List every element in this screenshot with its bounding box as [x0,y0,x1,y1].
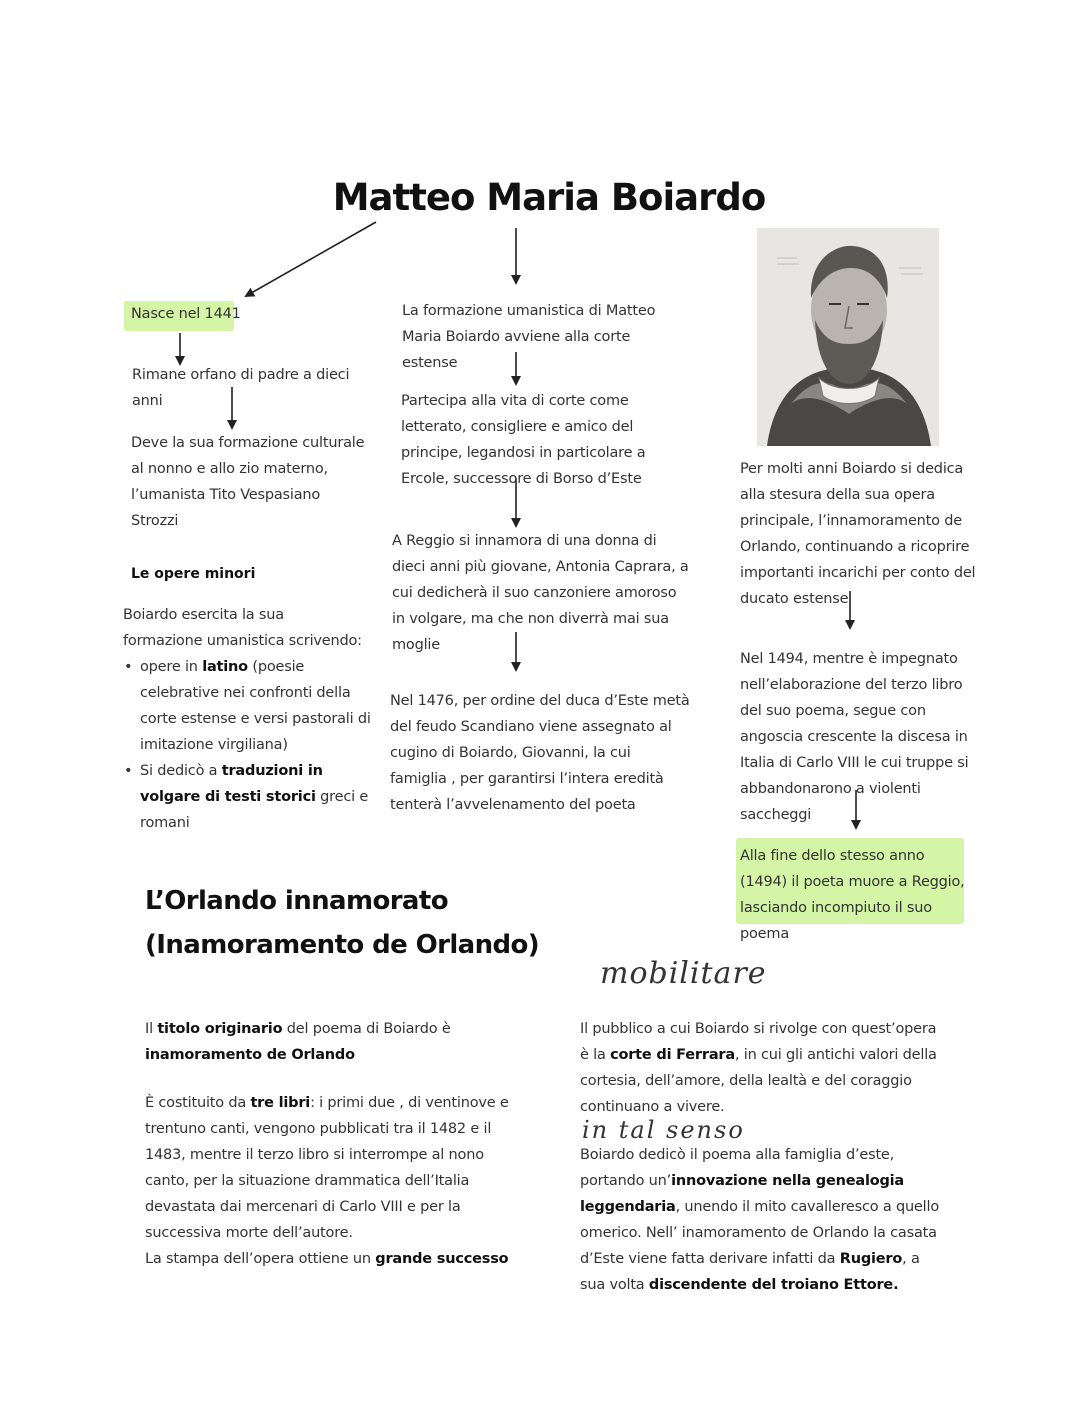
minor-works-heading: Le opere minori [131,566,256,582]
minor-works-intro: Boiardo esercita la sua formazione umanistica scrivendo: [123,607,362,649]
handwritten-note-mobilitare: mobilitare [600,956,767,991]
audience-paragraph: Il pubblico a cui Boiardo si rivolge con quest’opera è la corte di Ferrara, in cui gli antichi valori della cortesia, dell’amore, della lealtà e del coraggio continuano a vivere. [580,1021,937,1115]
portrait-illustration [757,228,939,446]
minor-works-list [122,654,385,836]
orphan-text: Rimane orfano di padre a dieci anni [132,367,350,409]
main-work-text: Per molti anni Boiardo si dedica alla stesura della sua opera principale, l’innamoramento de Orlando, continuando a ricoprire importanti incarichi per conto del ducato estense [740,461,976,607]
list-item: • Si dedicò a traduzioni in volgare di testi storici greci e romani [140,758,385,836]
1494-text: Nel 1494, mentre è impegnato nell’elaborazione del terzo libro del suo poema, segue con angoscia crescente la discesa in Italia di Carlo VIII le cui truppe si abbandonarono a violenti saccheggi [740,651,969,823]
death-text: Alla fine dello stesso anno (1494) il poeta muore a Reggio, lasciando incompiuto il suo poema [740,848,965,942]
orlando-subheading: (Inamoramento de Orlando) [145,930,540,960]
born-text: Nasce nel 1441 [131,306,241,322]
orlando-heading: L’Orlando innamorato [145,886,448,916]
arrow-title-left [246,222,376,296]
title-paragraph: Il titolo originario del poema di Boiardo è inamoramento de Orlando [145,1021,451,1063]
handwritten-note-senso: in tal senso [582,1116,745,1144]
list-item: • opere in latino (poesie celebrative nei confronti della corte estense e versi pastorali di imitazione virgiliana) [140,654,385,758]
genealogy-paragraph: Boiardo dedicò il poema alla famiglia d’este, portando un’innovazione nella genealogia leggendaria, unendo il mito cavalleresco a quello omerico. Nell’ inamoramento de Orlando la casata d’Este viene fatta derivare infatti da Rugiero, a sua volta discendente del troiano Ettore. [580,1147,939,1293]
books-paragraph: È costituito da tre libri: i primi due , di ventinove e trentuno canti, vengono pubblicati tra il 1482 e il 1483, mentre il terzo libro si interrompe al nono canto, per la situazione drammatica dell’Italia devastata dai mercenari di Carlo VIII e per la successiva morte dell’autore. [145,1095,509,1241]
success-paragraph: La stampa dell’opera ottiene un grande successo [145,1251,509,1267]
formation-text: La formazione umanistica di Matteo Maria Boiardo avviene alla corte estense [402,303,656,371]
court-text: Partecipa alla vita di corte come letterato, consigliere e amico del principe, legandosi in particolare a Ercole, successore di Borso d’Este [401,393,646,487]
feud-text: Nel 1476, per ordine del duca d’Este metà del feudo Scandiano viene assegnato al cugino di Boiardo, Giovanni, la cui famiglia , per garantirsi l’intera eredità tenterà l’avvelenamento del poeta [390,693,690,813]
page-title: Matteo Maria Boiardo [332,176,766,219]
education-text: Deve la sua formazione culturale al nonno e allo zio materno, l’umanista Tito Vespasiano Strozzi [131,435,365,529]
portrait-image [757,228,939,446]
reggio-text: A Reggio si innamora di una donna di dieci anni più giovane, Antonia Caprara, a cui dedicherà il suo canzoniere amoroso in volgare, ma che non diverrà mai sua moglie [392,533,689,653]
